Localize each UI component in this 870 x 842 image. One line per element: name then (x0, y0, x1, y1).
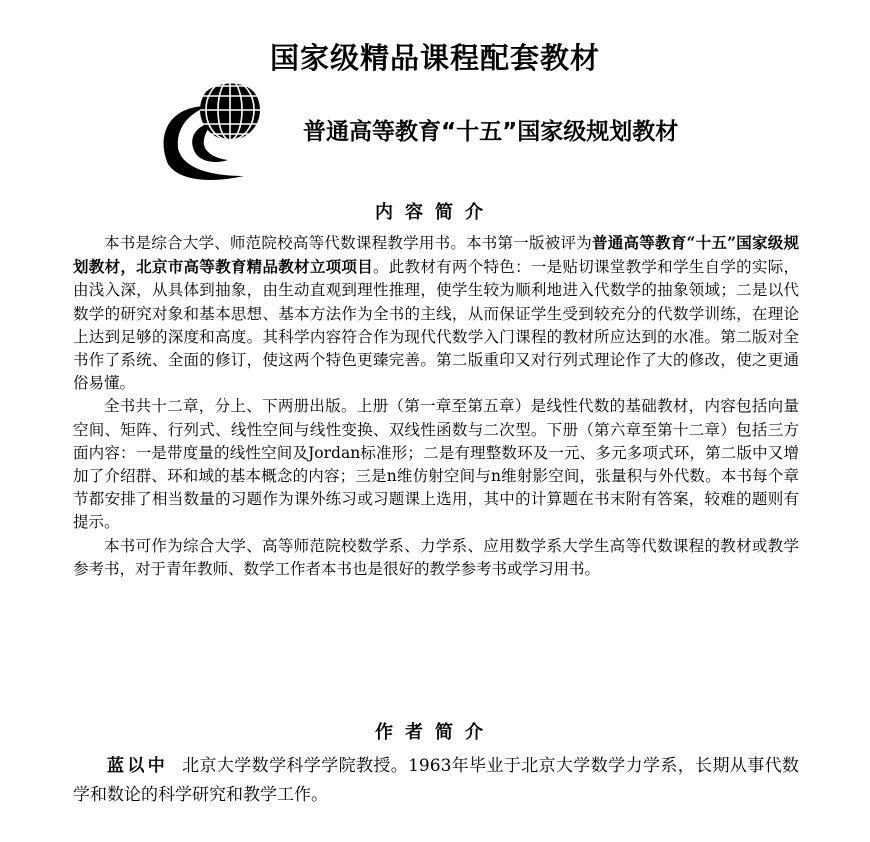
plan-title: 普通高等教育“十五”国家级规划教材 (303, 119, 679, 145)
intro-p1-text-a: 本书是综合大学、师范院校高等代数课程教学用书。本书第一版被评为 (104, 234, 592, 252)
author-paragraph (73, 752, 799, 810)
globe-swoosh-icon (148, 76, 298, 184)
author-body (73, 752, 799, 810)
author-heading: 作者简介 (375, 722, 495, 743)
intro-paragraph-1 (73, 231, 799, 395)
intro-paragraph-2: 全书共十二章，分上、下两册出版。上册（第一章至第五章）是线性代数的基础教材，内容包括向量空间、矩阵、行列式、线性空间与线性变换、双线性函数与二次型。下册（第六章至第十二章）包括三方面内容：一是带度量的线性空间及Jordan标准形；二是有理整数环及一元、多元多项式环，第二版中又增加了介绍群、环和域的基本概念的内容；三是n维仿射空间与n维射影空间，张量积与外代数。本书每个章节都安排了相当数量的习题作为课外练习或习题课上选用，其中的计算题在书末附有答案，较难的题则有提示。 (73, 397, 799, 532)
author-name: 蓝以中 (107, 756, 169, 776)
intro-p1-text-b: 。此教材有两个特色：一是贴切课堂教学和学生自学的实际，由浅入深，从具体到抽象，由生动直观到理性推理，使学生较为顺利地进入代数学的抽象领域；二是以代数学的研究对象和基本思想、基本方法作为全书的主线，从而保证学生受到较充分的代数学训练，在理论上达到足够的深度和高度。其科学内容符合作为现代代数学入门课程的教材所应达到的水准。第二版对全书作了系统、全面的修订，使这两个特色更臻完善。第二版重印又对行列式理论作了大的修改，使之更通俗易懂。 (73, 258, 799, 393)
intro-body (73, 231, 799, 581)
intro-heading: 内容简介 (375, 202, 495, 223)
author-bio: 北京大学数学科学学院教授。1963年毕业于北京大学数学力学系，长期从事代数学和数论的科学研究和教学工作。 (73, 756, 800, 805)
intro-p1-bold: 普通高等教育“十五”国家级规划教材，北京市高等教育精品教材立项项目 (73, 233, 799, 277)
series-title: 国家级精品课程配套教材 (269, 41, 600, 75)
intro-paragraph-3: 本书可作为综合大学、高等师范院校数学系、力学系、应用数学系大学生高等代数课程的教材或教学参考书，对于青年教师、数学工作者本书也是很好的教学参考书或学习用书。 (73, 536, 799, 578)
